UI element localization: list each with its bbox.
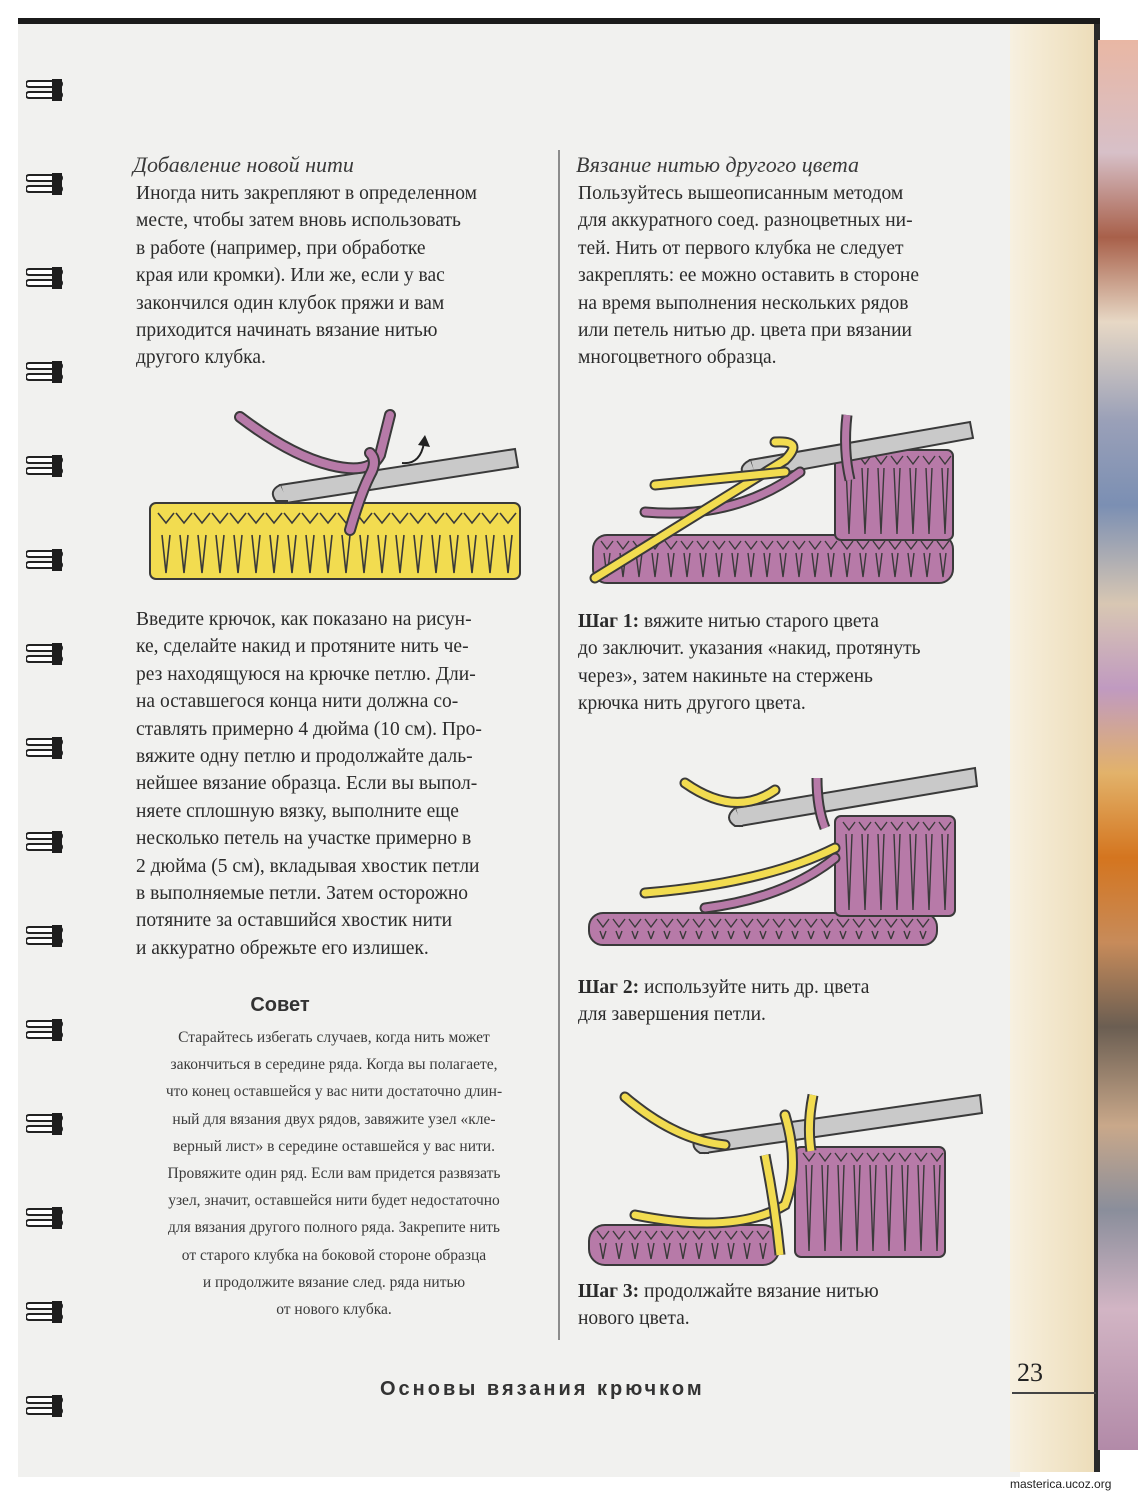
page-number-rule xyxy=(1012,1392,1096,1394)
illustration-step-3 xyxy=(585,1085,965,1275)
binding-ring xyxy=(26,357,66,387)
right-heading: Вязание нитью другого цвета xyxy=(576,152,859,177)
binding-ring xyxy=(26,169,66,199)
binding-ring xyxy=(26,75,66,105)
step-3 xyxy=(578,1278,879,1333)
watermark: masterica.ucoz.org xyxy=(1010,1477,1112,1491)
cover-photo-strip xyxy=(1098,40,1138,1450)
step-3-text: продолжайте вязание нитью нового цвета. xyxy=(578,1281,879,1330)
binding-ring xyxy=(26,263,66,293)
binding-ring xyxy=(26,1109,66,1139)
column-divider xyxy=(558,150,560,1340)
step-1-text: вяжите нитью старого цвета до заключит. указания «накид, протянуть через», затем накиньте на стержень крючка нить другого цвета. xyxy=(578,611,921,715)
page-gutter xyxy=(1010,24,1098,1472)
step-2-text: используйте нить др. цвета для завершения петли. xyxy=(578,977,870,1026)
binding-ring xyxy=(26,451,66,481)
tip-text: Старайтесь избегать случаев, когда нить может закончиться в середине ряда. Когда вы полагаете, что конец оставшейся у вас нити достаточно длин- ный для вязания двух рядов, завяжите узел «кле- верный лист» в середине оставшейся у вас нити. Провяжите один ряд. Если вам придется развязать узел, значит, оставшейся нити будет недостаточно для вязания другого полного ряда. Закрепите нить от старого клубка на боковой стороне образца и продолжите вязание след. ряда нитью от нового клубка. xyxy=(165,1029,503,1319)
illustration-step-2 xyxy=(585,768,965,953)
illustration-new-yarn xyxy=(140,395,535,590)
step-3-label: Шаг 3: xyxy=(578,1281,640,1302)
binding-ring xyxy=(26,639,66,669)
left-heading: Добавление новой нити xyxy=(133,152,354,177)
page-number: 23 xyxy=(1017,1358,1043,1387)
left-intro-text: Иногда нить закрепляют в определенном месте, чтобы затем вновь использовать в работе (например, при обработке края или кромки). Или же, если у вас закончился один клубок пряжи и вам приходится начинать вязание нитью другого клубка. xyxy=(136,183,477,369)
binding-ring xyxy=(26,1015,66,1045)
binding-ring xyxy=(26,1297,66,1327)
illustration-step-1 xyxy=(585,400,965,595)
step-1-label: Шаг 1: xyxy=(578,611,640,632)
tip-title: Совет xyxy=(250,994,310,1016)
binding-ring xyxy=(26,545,66,575)
binding-ring xyxy=(26,1391,66,1421)
left-instructions-text: Введите крючок, как показано на рисун- ке, сделайте накид и протяните нить че- рез находящуюся на крючке петлю. Дли- на оставшегося конца нити должна со- ставлять примерно 4 дюйма (10 см). Про- вяжите одну петлю и продолжайте даль- нейшее вязание образца. Если вы выпол- няете сплошную вязку, выполните еще несколько петель на участке примерно в 2 дюйма (5 см), вкладывая хвостик петли в выполняемые петли. Затем осторожно потяните за оставшийся хвостик нити и аккуратно обрежьте его излишек. xyxy=(136,609,482,959)
binding-ring xyxy=(26,921,66,951)
step-1 xyxy=(578,608,921,718)
binding-ring xyxy=(26,733,66,763)
binding-ring xyxy=(26,1203,66,1233)
step-2-label: Шаг 2: xyxy=(578,977,640,998)
book-title-footer: Основы вязания крючком xyxy=(380,1378,705,1400)
step-2 xyxy=(578,974,869,1029)
right-intro-text: Пользуйтесь вышеописанным методом для аккуратного соед. разноцветных ни- тей. Нить от первого клубка не следует закреплять: ее можно оставить в стороне на время выполнения нескольких рядов или петель нитью др. цвета при вязании многоцветного образца. xyxy=(578,183,919,369)
page-top-edge xyxy=(18,18,1100,24)
binding-ring xyxy=(26,827,66,857)
